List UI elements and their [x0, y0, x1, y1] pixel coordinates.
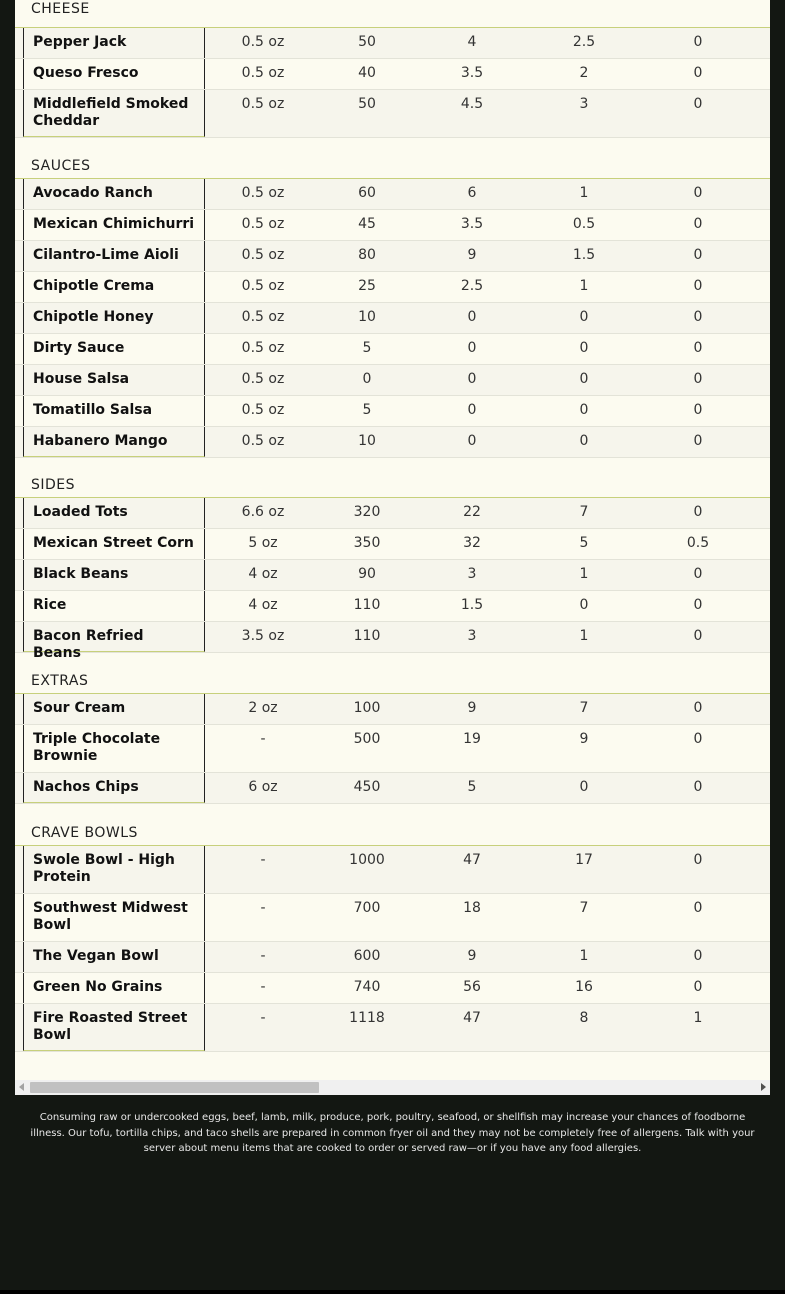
horizontal-scrollbar[interactable]: [15, 1080, 770, 1095]
table-row: [15, 529, 770, 560]
nutrition-value: 18: [463, 900, 481, 916]
nutrition-value: 60: [358, 185, 376, 201]
nutrition-value: 9: [579, 731, 589, 747]
nutrition-value: 0: [693, 504, 703, 520]
item-name: Habanero Mango: [23, 427, 205, 457]
item-name: House Salsa: [23, 365, 205, 395]
nutrition-value: 5: [579, 535, 589, 551]
item-name: Nachos Chips: [23, 773, 205, 803]
nutrition-value: 45: [358, 216, 376, 232]
nutrition-value: 600: [353, 948, 381, 964]
nutrition-value: 3.5: [460, 65, 484, 81]
nutrition-value: 7: [579, 900, 589, 916]
table-row: [15, 396, 770, 427]
nutrition-value: 0: [693, 852, 703, 868]
table-row: [15, 427, 770, 458]
nutrition-value: 0: [579, 309, 589, 325]
nutrition-value: 3.5: [460, 216, 484, 232]
table-row: [15, 28, 770, 59]
item-name: Mexican Street Corn: [23, 529, 205, 559]
item-name: Rice: [23, 591, 205, 621]
nutrition-value: 5: [467, 779, 477, 795]
item-name: Pepper Jack: [23, 28, 205, 58]
nutrition-value: 4: [467, 34, 477, 50]
nutrition-value: 1: [693, 1010, 703, 1026]
nutrition-value: 110: [353, 628, 381, 644]
item-name: Middlefield Smoked Cheddar: [23, 90, 205, 137]
nutrition-value: 0.5 oz: [241, 278, 285, 294]
nutrition-value: 56: [463, 979, 481, 995]
item-name: Sour Cream: [23, 694, 205, 724]
item-name: Cilantro-Lime Aioli: [23, 241, 205, 271]
nutrition-value: 0: [467, 309, 477, 325]
table-row: [15, 846, 770, 894]
nutrition-value: 1: [579, 948, 589, 964]
nutrition-value: 0: [693, 948, 703, 964]
item-name: Mexican Chimichurri: [23, 210, 205, 240]
nutrition-value: 9: [467, 247, 477, 263]
nutrition-value: 10: [358, 309, 376, 325]
table-row: [15, 973, 770, 1004]
nutrition-value: 6: [467, 185, 477, 201]
nutrition-value: 0: [693, 96, 703, 112]
item-name: Dirty Sauce: [23, 334, 205, 364]
nutrition-value: 0: [693, 628, 703, 644]
nutrition-value: 0: [693, 371, 703, 387]
nutrition-value: 5 oz: [248, 535, 278, 551]
section-header: SAUCES: [15, 148, 770, 179]
nutrition-value: 16: [575, 979, 593, 995]
section-header: CRAVE BOWLS: [15, 815, 770, 846]
nutrition-value: 0: [693, 185, 703, 201]
nutrition-value: 5: [362, 402, 372, 418]
item-name: The Vegan Bowl: [23, 942, 205, 972]
item-name: Chipotle Honey: [23, 303, 205, 333]
page-bottom-bar: [0, 1290, 785, 1294]
nutrition-value: 0.5 oz: [241, 340, 285, 356]
table-row: [15, 622, 770, 661]
nutrition-value: 100: [353, 700, 381, 716]
nutrition-value: 0: [693, 700, 703, 716]
scrollbar-thumb[interactable]: [30, 1082, 319, 1093]
nutrition-value: 0.5 oz: [241, 34, 285, 50]
nutrition-value: 0.5 oz: [241, 185, 285, 201]
nutrition-value: 80: [358, 247, 376, 263]
nutrition-value: 0: [693, 216, 703, 232]
item-name: Triple Chocolate Brownie: [23, 725, 205, 772]
nutrition-value: 0: [579, 371, 589, 387]
nutrition-value: 0.5 oz: [241, 216, 285, 232]
nutrition-value: 47: [463, 852, 481, 868]
item-name: Green No Grains: [23, 973, 205, 1003]
table-row: [15, 90, 770, 138]
nutrition-value: 0: [693, 979, 703, 995]
nutrition-value: 9: [467, 948, 477, 964]
table-row: [15, 773, 770, 804]
item-name: Fire Roasted Street Bowl: [23, 1004, 205, 1051]
nutrition-value: 0: [693, 731, 703, 747]
nutrition-value: 10: [358, 433, 376, 449]
nutrition-value: 2.5: [460, 278, 484, 294]
nutrition-value: -: [260, 852, 266, 868]
nutrition-value: 0: [362, 371, 372, 387]
nutrition-value: 0: [579, 779, 589, 795]
item-name: Chipotle Crema: [23, 272, 205, 302]
nutrition-value: 2.5: [572, 34, 596, 50]
nutrition-value: 0.5 oz: [241, 402, 285, 418]
allergen-disclaimer: Consuming raw or undercooked eggs, beef, lamb, milk, produce, pork, poultry, seafood, or shellfish may increase your chances of foodborne illness. Our tofu, tortilla chips, and taco shells are prepared in common fryer oil and they may not be completely free of allergens. Talk with your server about menu items that are cooked to order or served raw—or if you have any food allergies.: [30, 1112, 755, 1154]
table-row: [15, 1004, 770, 1052]
item-name: Loaded Tots: [23, 498, 205, 528]
nutrition-value: 0.5: [572, 216, 596, 232]
nutrition-value: 0.5 oz: [241, 247, 285, 263]
item-name: Southwest Midwest Bowl: [23, 894, 205, 941]
table-row: [15, 303, 770, 334]
nutrition-value: 320: [353, 504, 381, 520]
table-row: [15, 498, 770, 529]
nutrition-value: 19: [463, 731, 481, 747]
nutrition-value: 0.5 oz: [241, 433, 285, 449]
nutrition-value: 0: [579, 402, 589, 418]
table-row: [15, 942, 770, 973]
nutrition-value: 0: [579, 433, 589, 449]
nutrition-value: 0: [693, 340, 703, 356]
item-name: Bacon Refried Beans: [23, 622, 205, 652]
nutrition-value: 0: [467, 371, 477, 387]
nutrition-value: 6 oz: [248, 779, 278, 795]
nutrition-value: 4.5: [460, 96, 484, 112]
nutrition-value: 3: [467, 628, 477, 644]
nutrition-value: 8: [579, 1010, 589, 1026]
nutrition-value: 0.5 oz: [241, 65, 285, 81]
nutrition-value: -: [260, 731, 266, 747]
nutrition-value: 0: [693, 433, 703, 449]
nutrition-table[interactable]: [15, 0, 770, 1080]
item-name: Black Beans: [23, 560, 205, 590]
nutrition-value: 25: [358, 278, 376, 294]
nutrition-value: 0: [579, 597, 589, 613]
item-name: Tomatillo Salsa: [23, 396, 205, 426]
table-row: [15, 210, 770, 241]
nutrition-value: 500: [353, 731, 381, 747]
table-row: [15, 894, 770, 942]
nutrition-value: -: [260, 948, 266, 964]
nutrition-value: 2 oz: [248, 700, 278, 716]
table-row: [15, 591, 770, 622]
nutrition-value: 7: [579, 504, 589, 520]
nutrition-value: 5: [362, 340, 372, 356]
nutrition-value: 0: [467, 402, 477, 418]
nutrition-value: 6.6 oz: [241, 504, 285, 520]
table-row: [15, 560, 770, 591]
nutrition-value: -: [260, 900, 266, 916]
nutrition-value: 17: [575, 852, 593, 868]
nutrition-panel: [15, 0, 770, 1095]
nutrition-value: 50: [358, 34, 376, 50]
section-header: EXTRAS: [15, 663, 770, 694]
table-row: [15, 272, 770, 303]
nutrition-value: 0.5 oz: [241, 371, 285, 387]
section-header: CHEESE: [15, 0, 770, 28]
table-row: [15, 59, 770, 90]
nutrition-value: 3: [467, 566, 477, 582]
nutrition-value: 40: [358, 65, 376, 81]
nutrition-value: 0.5 oz: [241, 96, 285, 112]
nutrition-value: 3.5 oz: [241, 628, 285, 644]
item-name: Swole Bowl - High Protein: [23, 846, 205, 893]
nutrition-value: 0: [693, 247, 703, 263]
nutrition-value: -: [260, 979, 266, 995]
nutrition-value: 0: [693, 65, 703, 81]
nutrition-value: 740: [353, 979, 381, 995]
nutrition-value: 47: [463, 1010, 481, 1026]
nutrition-value: 700: [353, 900, 381, 916]
nutrition-value: 0.5: [686, 535, 710, 551]
nutrition-value: 2: [579, 65, 589, 81]
nutrition-value: 0: [693, 900, 703, 916]
nutrition-value: 0: [579, 340, 589, 356]
nutrition-value: 0: [693, 566, 703, 582]
nutrition-value: 1: [579, 566, 589, 582]
nutrition-value: 0: [467, 340, 477, 356]
nutrition-value: 1000: [349, 852, 385, 868]
nutrition-value: 0.5 oz: [241, 309, 285, 325]
nutrition-value: 90: [358, 566, 376, 582]
nutrition-value: 1: [579, 185, 589, 201]
chevron-left-icon[interactable]: [19, 1083, 24, 1091]
nutrition-value: 350: [353, 535, 381, 551]
nutrition-value: 7: [579, 700, 589, 716]
nutrition-value: 110: [353, 597, 381, 613]
nutrition-value: 0: [693, 34, 703, 50]
nutrition-value: 450: [353, 779, 381, 795]
item-name: Avocado Ranch: [23, 179, 205, 209]
nutrition-value: 0: [467, 433, 477, 449]
nutrition-value: 1: [579, 628, 589, 644]
table-row: [15, 334, 770, 365]
nutrition-value: 0: [693, 597, 703, 613]
nutrition-value: 3: [579, 96, 589, 112]
table-row: [15, 694, 770, 725]
nutrition-value: 9: [467, 700, 477, 716]
nutrition-value: -: [260, 1010, 266, 1026]
section-header: SIDES: [15, 467, 770, 498]
nutrition-value: 4 oz: [248, 566, 278, 582]
nutrition-value: 0: [693, 278, 703, 294]
nutrition-value: 1.5: [460, 597, 484, 613]
nutrition-value: 0: [693, 402, 703, 418]
nutrition-value: 50: [358, 96, 376, 112]
table-row: [15, 725, 770, 773]
nutrition-value: 1.5: [572, 247, 596, 263]
nutrition-value: 32: [463, 535, 481, 551]
nutrition-value: 22: [463, 504, 481, 520]
item-name: Queso Fresco: [23, 59, 205, 89]
nutrition-value: 4 oz: [248, 597, 278, 613]
table-row: [15, 179, 770, 210]
nutrition-value: 1118: [349, 1010, 385, 1026]
table-row: [15, 241, 770, 272]
nutrition-value: 0: [693, 779, 703, 795]
nutrition-value: 0: [693, 309, 703, 325]
chevron-right-icon[interactable]: [761, 1083, 766, 1091]
table-row: [15, 365, 770, 396]
nutrition-value: 1: [579, 278, 589, 294]
